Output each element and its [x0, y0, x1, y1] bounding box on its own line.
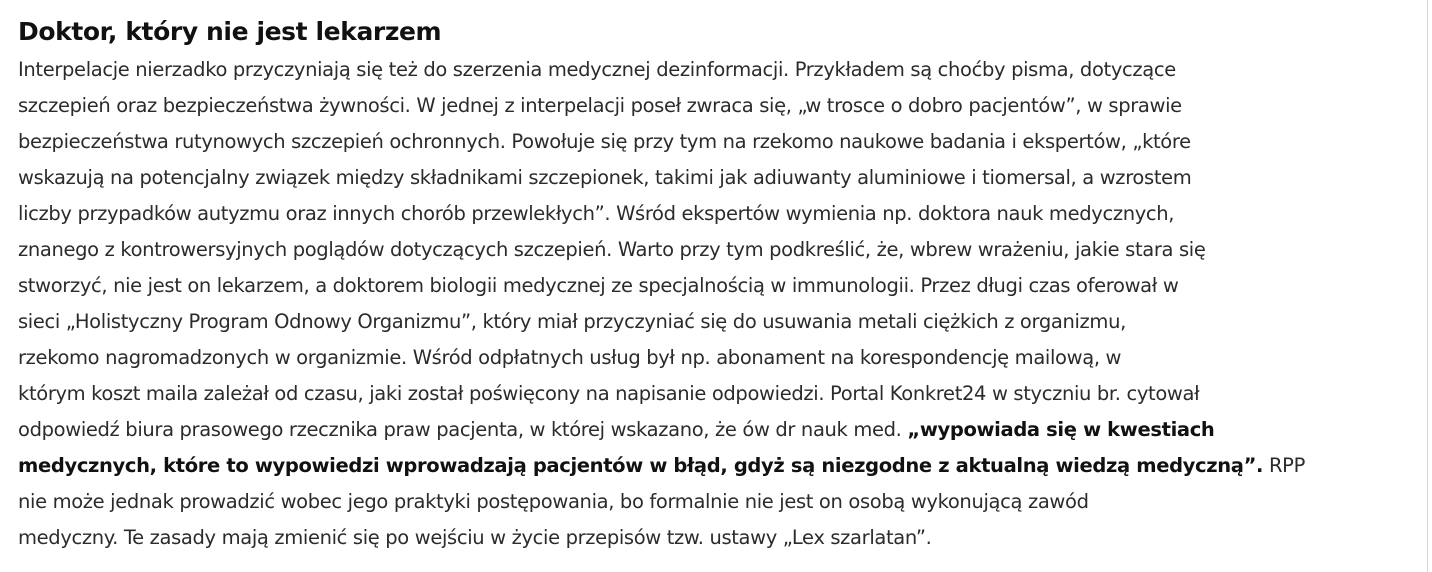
paragraph-line: stworzyć, nie jest on lekarzem, a doktorem biologii medycznej ze specjalnością w immunologii. Przez długi czas oferował w — [18, 274, 1179, 297]
paragraph-line: rzekomo nagromadzonych w organizmie. Wśród odpłatnych usług był np. abonament na korespondencję mailową, w — [18, 346, 1122, 369]
paragraph-line: wskazują na potencjalny związek między składnikami szczepionek, takimi jak adiuwanty aluminiowe i tiomersal, a wzrostem — [18, 166, 1192, 189]
quoted-statement-bold: medycznych, które to wypowiedzi wprowadzają pacjentów w błąd, gdyż są niezgodne z aktualną wiedzą medyczną”. — [18, 454, 1264, 477]
paragraph-line — [18, 412, 1413, 448]
article-paragraph — [18, 52, 1413, 556]
paragraph-line: medyczny. Te zasady mają zmienić się po wejściu w życie przepisów tzw. ustawy „Lex szarlatan”. — [18, 526, 932, 549]
page-divider — [1427, 0, 1428, 572]
paragraph-text: RPP — [1263, 454, 1305, 477]
paragraph-line: znanego z kontrowersyjnych poglądów dotyczących szczepień. Warto przy tym podkreślić, że, wbrew wrażeniu, jakie stara się — [18, 238, 1206, 261]
paragraph-line: nie może jednak prowadzić wobec jego praktyki postępowania, bo formalnie nie jest on osobą wykonującą zawód — [18, 490, 1089, 513]
paragraph-line: Interpelacje nierzadko przyczyniają się też do szerzenia medycznej dezinformacji. Przykładem są choćby pisma, dotyczące — [18, 58, 1176, 81]
paragraph-line: liczby przypadków autyzmu oraz innych chorób przewlekłych”. Wśród ekspertów wymienia np. doktora nauk medycznych, — [18, 202, 1175, 225]
paragraph-line: sieci „Holistyczny Program Odnowy Organizmu”, który miał przyczyniać się do usuwania metali ciężkich z organizmu, — [18, 310, 1126, 333]
paragraph-line: bezpieczeństwa rutynowych szczepień ochronnych. Powołuje się przy tym na rzekomo naukowe badania i ekspertów, „które — [18, 130, 1191, 153]
quoted-statement-bold: „wypowiada się w kwestiach — [907, 418, 1215, 441]
paragraph-line: którym koszt maila zależał od czasu, jaki został poświęcony na napisanie odpowiedzi. Portal Konkret24 w styczniu br. cytował — [18, 382, 1200, 405]
section-heading: Doktor, który nie jest lekarzem — [18, 17, 442, 46]
paragraph-text: odpowiedź biura prasowego rzecznika praw pacjenta, w której wskazano, że ów dr nauk med. — [18, 418, 908, 441]
paragraph-line: szczepień oraz bezpieczeństwa żywności. W jednej z interpelacji poseł zwraca się, „w trosce o dobro pacjentów”, w sprawie — [18, 94, 1182, 117]
paragraph-line — [18, 448, 1413, 484]
